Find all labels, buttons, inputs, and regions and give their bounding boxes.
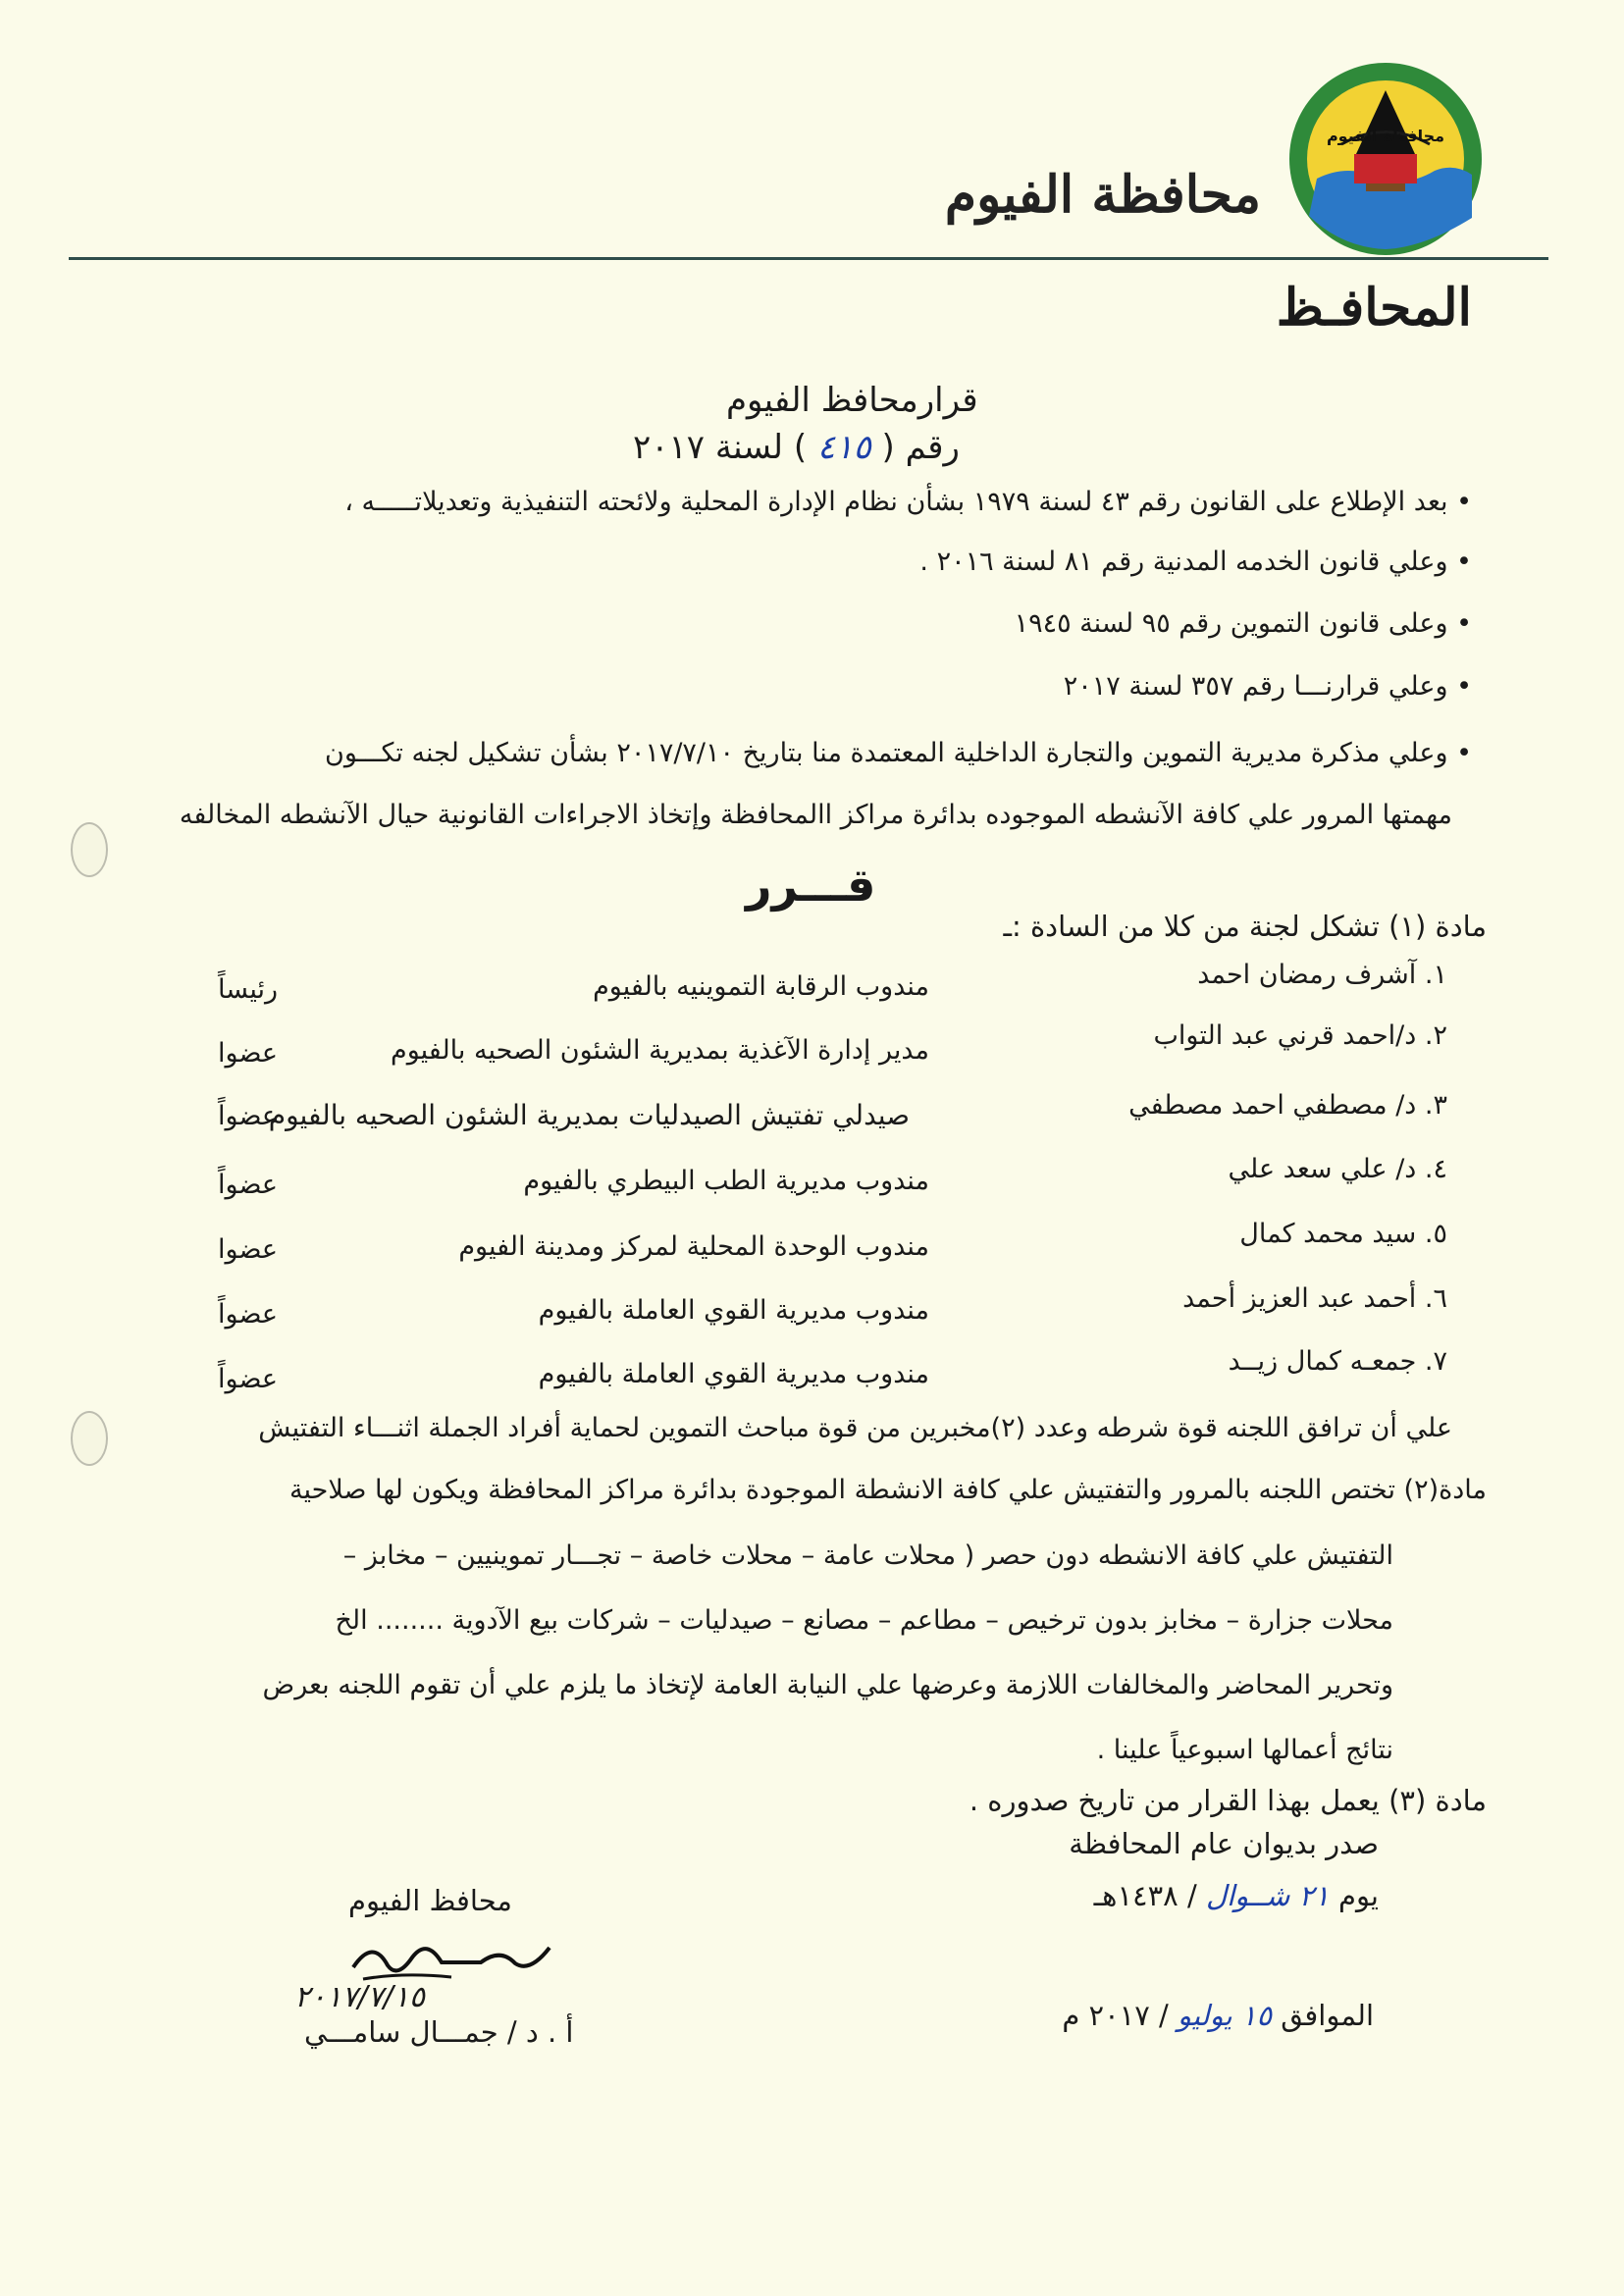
signature-date: ٢٠١٧/٧/١٥ — [294, 1980, 426, 2014]
article2-line: التفتيش علي كافة الانشطه دون حصر ( محلات عامة – محلات خاصة – تجـــار تموينيين – مخابز – — [342, 1540, 1393, 1571]
preamble-line: • وعلي مذكرة مديرية التموين والتجارة الداخلية المعتمدة منا بتاريخ ٢٠١٧/٧/١٠ بشأن تشكيل لجنه تكـــون — [325, 738, 1472, 768]
hijri-date-suffix: / ١٤٣٨هـ — [1093, 1879, 1197, 1912]
member-role: عضواً — [218, 1299, 278, 1330]
preamble-line: مهمتها المرور علي كافة الآنشطه الموجوده بدائرة مراكز االمحافظة وإتخاذ الاجراءات القانونية حيال الآنشطه المخالفه — [179, 800, 1452, 830]
punch-hole-top — [71, 822, 108, 877]
article1-intro: مادة (١) تشكل لجنة من كلا من السادة :ـ — [1003, 910, 1487, 943]
governorate-logo — [1287, 61, 1484, 257]
member-name: ١. آشرف رمضان احمد — [1197, 960, 1447, 990]
article2-line: نتائج أعمالها اسبوعياً علينا . — [1096, 1735, 1393, 1765]
decision-number-handwritten: ٤١٥ — [816, 428, 871, 467]
office-title: المحافـظ — [1276, 278, 1472, 338]
member-name: ٢. د/احمد قرني عبد التواب — [1153, 1020, 1447, 1051]
logo-caption: محافظة الفيوم — [1326, 127, 1445, 145]
punch-hole-bottom — [71, 1411, 108, 1466]
member-position: مندوب مديرية الطب البيطري بالفيوم — [523, 1166, 929, 1196]
member-role: عضوا — [218, 1038, 278, 1069]
member-position: صيدلي تفتيش الصيدليات بمديرية الشئون الصحيه بالفيوم — [268, 1099, 910, 1131]
preamble-line: • بعد الإطلاع على القانون رقم ٤٣ لسنة ١٩٧٩ بشأن نظام الإدارة المحلية ولائحته التنفيذية وتعديلاتـــــه ، — [344, 487, 1472, 517]
decision-title: قرارمحافظ الفيوم — [726, 381, 978, 420]
gregorian-date-suffix: / ٢٠١٧ م — [1062, 1999, 1169, 2032]
member-position: مدير إدارة الآغذية بمديرية الشئون الصحيه بالفيوم — [390, 1035, 929, 1066]
member-role: عضواً — [218, 1101, 278, 1131]
article2-line: محلات جزارة – مخابز بدون ترخيص – مطاعم – مصانع – صيدليات – شركات بيع الآدوية ........ الخ — [335, 1605, 1393, 1636]
gregorian-date-prefix: الموافق — [1281, 1999, 1374, 2032]
decision-number-line — [633, 428, 960, 467]
hijri-date-line — [1094, 1879, 1379, 1912]
issued-line: صدر بديوان عام المحافظة — [1069, 1827, 1379, 1860]
preamble-line: • وعلي قرارنـــا رقم ٣٥٧ لسنة ٢٠١٧ — [1063, 671, 1472, 702]
member-name: ٣. د/ مصطفي احمد مصطفي — [1128, 1090, 1447, 1121]
decision-heading: قـــرر — [746, 859, 876, 912]
member-position: مندوب مديرية القوي العاملة بالفيوم — [538, 1295, 929, 1326]
gregorian-date-handwritten: ١٥ يوليو — [1178, 1999, 1273, 2032]
signatory-title: محافظ الفيوم — [348, 1884, 512, 1917]
handwritten-signature — [343, 1928, 559, 1987]
member-position: مندوب مديرية القوي العاملة بالفيوم — [538, 1359, 929, 1389]
governorate-name: محافظة الفيوم — [944, 165, 1261, 225]
member-position: مندوب الرقابة التموينيه بالفيوم — [593, 971, 929, 1002]
article2-line: وتحرير المحاضر والمخالفات اللازمة وعرضها علي النيابة العامة لإتخاذ ما يلزم علي أن تقوم اللجنه بعرض — [262, 1670, 1393, 1700]
hijri-date-handwritten: ٢١ شــوال — [1205, 1879, 1330, 1912]
decision-number-prefix: رقم ( — [881, 428, 960, 467]
member-name: ٦. أحمد عبد العزيز أحمد — [1182, 1283, 1447, 1314]
preamble-line: • وعلى قانون التموين رقم ٩٥ لسنة ١٩٤٥ — [1014, 608, 1472, 639]
article2-line: مادة(٢) تختص اللجنه بالمرور والتفتيش علي كافة الانشطة الموجودة بدائرة مراكز المحافظة ويكون لها صلاحية — [289, 1475, 1487, 1505]
police-support-line: علي أن ترافق اللجنه قوة شرطه وعدد (٢)مخبرين من قوة مباحث التموين لحماية أفراد الجملة اثنـــاء التفتيش — [258, 1413, 1452, 1443]
hijri-date-prefix: يوم — [1337, 1879, 1379, 1912]
gregorian-date-line — [1062, 1999, 1374, 2032]
header-divider — [69, 257, 1548, 260]
signatory-name: أ . د / جمـــال سامـــي — [304, 2015, 574, 2049]
member-role: رئيساً — [218, 974, 279, 1005]
member-role: عضوا — [218, 1234, 278, 1265]
member-name: ٥. سيد محمد كمال — [1239, 1219, 1447, 1249]
decision-number-suffix: ) لسنة ٢٠١٧ — [633, 428, 808, 467]
article3-line: مادة (٣) يعمل بهذا القرار من تاريخ صدوره . — [969, 1784, 1487, 1817]
member-role: عضواً — [218, 1364, 278, 1394]
member-role: عضواً — [218, 1170, 278, 1200]
preamble-line: • وعلي قانون الخدمه المدنية رقم ٨١ لسنة ٢٠١٦ . — [919, 547, 1472, 577]
member-name: ٧. جمعـه كمال زيــد — [1228, 1346, 1447, 1377]
member-name: ٤. د/ علي سعد علي — [1228, 1154, 1447, 1184]
member-position: مندوب الوحدة المحلية لمركز ومدينة الفيوم — [458, 1231, 929, 1262]
